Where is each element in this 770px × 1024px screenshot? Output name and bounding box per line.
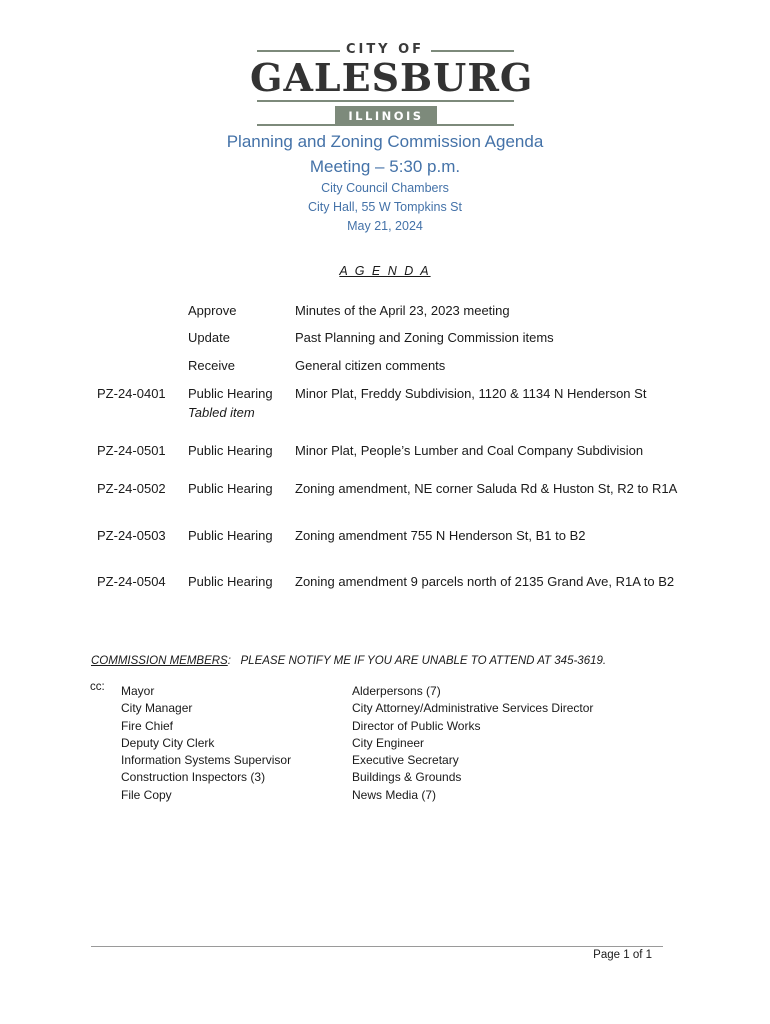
item-action: Receive [188,358,235,373]
members-label: COMMISSION MEMBERS [91,655,228,667]
logo-rule-top-right [431,50,514,52]
case-note: Tabled item [188,405,255,420]
case-number: PZ-24-0401 [97,386,166,401]
case-description: Minor Plat, People’s Lumber and Coal Company Subdivision [295,443,644,458]
case-number: PZ-24-0503 [97,528,166,543]
case-description: Zoning amendment, NE corner Saluda Rd & Huston St, R2 to R1A [295,481,678,496]
logo-city-of: CITY OF [345,42,425,57]
cc-recipient: Alderpersons (7) [352,684,441,698]
cc-recipient: Buildings & Grounds [352,770,462,785]
members-notice-text: PLEASE NOTIFY ME IF YOU ARE UNABLE TO ATTEND AT 345-3619. [240,655,607,667]
cc-recipient: Fire Chief [121,718,174,733]
item-description: Past Planning and Zoning Commission items [295,330,554,345]
case-description: Zoning amendment 9 parcels north of 2135 Grand Ave, R1A to B2 [295,574,675,589]
members-notice: COMMISSION MEMBERS: PLEASE NOTIFY ME IF YOU ARE UNABLE TO ATTEND AT 345-3619. [91,655,607,667]
item-action: Approve [188,303,237,318]
cc-recipient: Mayor [121,684,155,698]
cc-list-right [352,683,593,804]
case-number: PZ-24-0502 [97,481,166,496]
page-title-line1: Planning and Zoning Commission Agenda [226,132,544,151]
cc-recipient: City Attorney/Administrative Services Director [352,701,594,716]
cc-recipient: Executive Secretary [352,753,459,768]
cc-recipient: News Media (7) [352,787,437,802]
cc-recipient: Director of Public Works [352,718,481,733]
case-action: Public Hearing [188,386,273,401]
logo-rule-top-left [257,50,340,52]
logo-rule-bottom [257,100,514,102]
cc-recipient: Deputy City Clerk [121,735,215,750]
cc-recipient: City Manager [121,701,193,716]
cc-recipient: City Engineer [352,735,425,750]
location-line2: City Hall, 55 W Tompkins St [308,200,462,214]
case-number: PZ-24-0501 [97,443,166,458]
cc-list-left [121,683,291,804]
item-action: Update [188,330,230,345]
logo-rule-state-left [257,124,335,126]
case-description: Minor Plat, Freddy Subdivision, 1120 & 1134 N Henderson St [295,386,647,401]
item-description: Minutes of the April 23, 2023 meeting [295,303,510,318]
cc-recipient: Information Systems Supervisor [121,753,292,768]
item-description: General citizen comments [295,358,446,373]
footer-divider [91,946,663,947]
logo-galesburg: GALESBURG [250,55,534,100]
case-action: Public Hearing [188,528,273,543]
case-description: Zoning amendment 755 N Henderson St, B1 to B2 [295,528,586,543]
page-number: Page 1 of 1 [593,949,652,961]
cc-recipient: Construction Inspectors (3) [121,770,266,785]
meeting-date: May 21, 2024 [347,219,423,233]
cc-label: cc: [90,681,105,693]
location-line1: City Council Chambers [321,181,449,195]
cc-recipient: File Copy [121,787,172,802]
logo-rule-state-right [437,124,514,126]
case-action: Public Hearing [188,574,273,589]
agenda-heading: A G E N D A [339,264,431,278]
page-title-line2: Meeting – 5:30 p.m. [309,157,461,176]
case-number: PZ-24-0504 [97,574,166,589]
case-action: Public Hearing [188,481,273,496]
case-action: Public Hearing [188,443,273,458]
logo-illinois: ILLINOIS [335,106,437,126]
